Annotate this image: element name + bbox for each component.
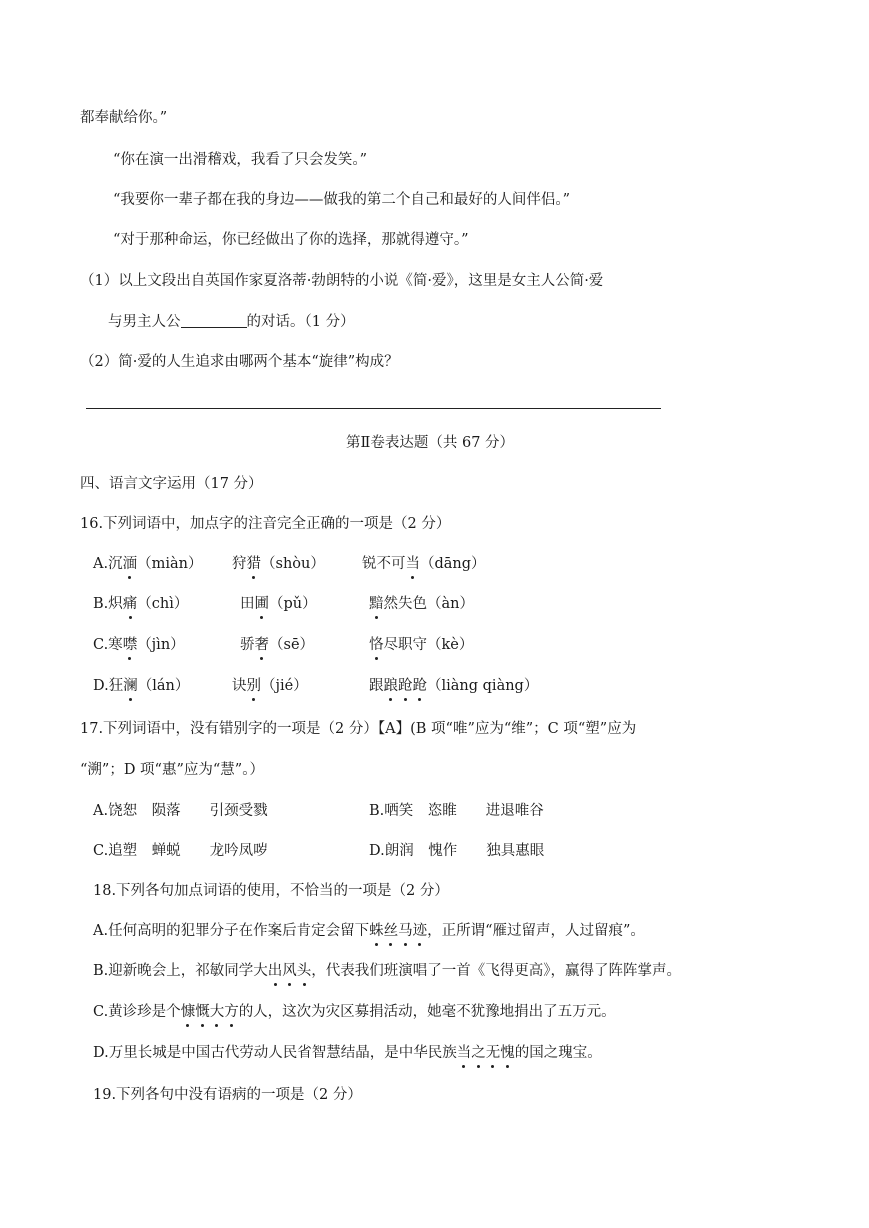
dotted-char: 马 [398,923,413,939]
dotted-char: 迹 [412,923,428,939]
dotted-char: 当 [456,1045,472,1061]
q16-option-a-word3: 锐不可当（dāng） [362,556,486,572]
q16-option-c-word2: 骄奢（sē） [240,637,315,653]
q16-option-c-word1: C.寒噤（jìn） [93,637,185,653]
dotted-char: 蛛 [369,923,384,939]
dotted-char: 丝 [383,923,399,939]
q17-stem-2: “溯”；D 项“惠”应为“慧”。） [80,762,264,778]
q18-option-c: C.黄诊珍是个慷慨大方的人，这次为灾区募捐活动，她毫不犹豫地捐出了五万元。 [93,1004,616,1020]
q16-stem: 16.下列词语中，加点字的注音完全正确的一项是（2 分） [80,516,451,532]
dotted-char: 方 [224,1004,239,1020]
dotted-phrase [369,923,427,939]
section-4-heading: 四、语言文字运用（17 分） [80,476,263,492]
dotted-char: 头 [296,963,312,979]
q18-option-d: D.万里长城是中国古代劳动人民省智慧结晶，是中华民族当之无愧的国之瑰宝。 [93,1045,602,1061]
q1-text-a: 与男主人公 [108,314,181,330]
q16-option-d-word1: D.狂澜（lán） [93,678,190,694]
passage-line-2: “你在演一出滑稽戏，我看了只会发笑。” [113,152,368,168]
q16-option-b-word1: B.炽痛（chì） [93,596,189,612]
passage-line-3: “我要你一辈子都在我的身边——做我的第二个自己和最好的人间伴侣。” [113,192,571,208]
dotted-char: 大 [209,1004,225,1020]
answer-line[interactable] [86,408,661,409]
passage-line-4: “对于那种命运，你已经做出了你的选择，那就得遵守。” [113,232,469,248]
dotted-char: 慨 [195,1004,210,1020]
q17-option-c: C.追塑 蝉蜕 龙吟凤哕 [93,843,268,859]
passage-line-1: 都奉献给你。” [80,110,168,126]
dotted-char: 慷 [180,1004,196,1020]
dotted-char: 风 [282,963,297,979]
q17-option-a: A.饶恕 陨落 引颈受戮 [93,803,268,819]
dotted-char: 之 [471,1045,486,1061]
dotted-phrase [457,1045,515,1061]
dotted-char: 愧 [500,1045,515,1061]
dotted-phrase [181,1004,239,1020]
dotted-char: 出 [267,963,283,979]
q18-option-a: A.任何高明的犯罪分子在作案后肯定会留下蛛丝马迹，正所谓“雁过留声，人过留痕”。 [93,923,645,939]
q18-stem: 18.下列各句加点词语的使用，不恰当的一项是（2 分） [93,883,449,899]
dotted-phrase [268,963,312,979]
q18-option-b: B.迎新晚会上，祁敏同学大出风头，代表我们班演唱了一首《飞得更高》，赢得了阵阵掌声。 [93,963,682,979]
q16-option-c-word3: 恪尽职守（kè） [369,637,474,653]
q16-option-b-word2: 田圃（pǔ） [240,596,317,612]
q16-option-a-word1: A.沉湎（miàn） [93,556,203,572]
q16-option-d-word3: 跟踉跄跄（liàng qiàng） [369,678,539,694]
q16-option-b-word3: 黯然失色（àn） [369,596,474,612]
q17-stem: 17.下列词语中，没有错别字的一项是（2 分）【A】(B 项“唯”应为“维”；C 项“塑”应为 [80,721,637,737]
q19-stem: 19.下列各句中没有语病的一项是（2 分） [93,1087,362,1103]
q1-line-1: （1）以上文段出自英国作家夏洛蒂·勃朗特的小说《简·爱》，这里是女主人公简·爱 [80,273,604,289]
q1-line-2 [108,312,355,332]
q1-text-b: 的对话。（1 分） [246,314,355,330]
q17-option-d: D.朗润 愧作 独具惠眼 [369,843,545,859]
section-title: 第Ⅱ卷表达题（共 67 分） [346,435,515,451]
q16-option-a-word2: 狩猎（shòu） [232,556,325,572]
q16-option-d-word2: 诀别（jié） [232,678,308,694]
q17-option-b: B.哂笑 恣睢 进退唯谷 [369,803,544,819]
q2-question: （2）简·爱的人生追求由哪两个基本“旋律”构成？ [80,354,399,370]
dotted-char: 无 [485,1045,501,1061]
answer-blank[interactable] [181,313,247,328]
